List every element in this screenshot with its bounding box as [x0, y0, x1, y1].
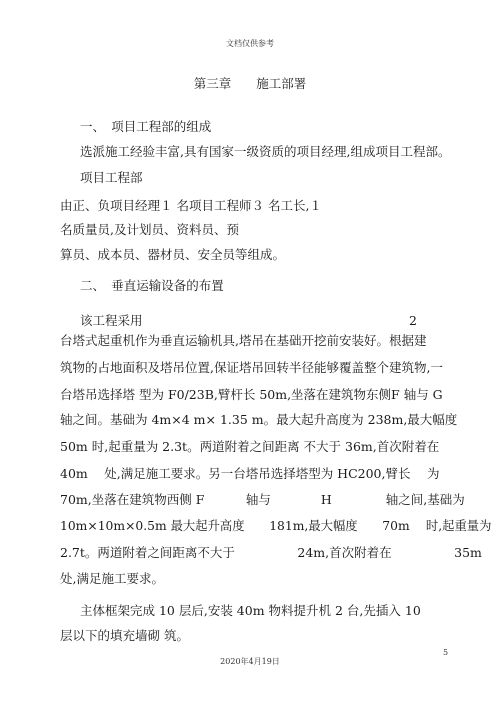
- paragraph-line: 50m 时,起重量为 2.3t。两道附着之间距离 不大于 36m,首次附着在: [60, 439, 440, 454]
- paragraph-line: 层以下的填充墙砌 筑。: [60, 628, 189, 643]
- paragraph-line: 项目工程部: [80, 170, 143, 185]
- paragraph-line: 由正、负项目经理１ 名项目工程师３ 名工长,１: [60, 198, 322, 213]
- page-header: 文档仅供参考: [226, 39, 274, 48]
- paragraph-line: 2.7t。两道附着之间距离不大于 24m,首次附着在 35m: [60, 545, 482, 560]
- paragraph-line: 台塔吊选择塔 型为 F0/23B,臂杆长 50m,坐落在建筑物东侧F 轴与 G: [60, 387, 443, 402]
- paragraph-line: 台塔式起重机作为垂直运输机具,塔吊在基础开挖前安装好。根据建: [60, 333, 427, 348]
- paragraph-line: 主体框架完成 10 层后,安装 40m 物料提升机 2 台,先插入 10: [80, 603, 421, 618]
- paragraph-line: 10m×10m×0.5m 最大起升高度 181m,最大幅度 70m 时,起重量为: [60, 518, 492, 533]
- page-footer-date: 2020年4月19日: [220, 657, 280, 666]
- paragraph-line: 筑物的占地面积及塔吊位置,保证塔吊回转半径能够覆盖整个建筑物,一: [60, 360, 443, 375]
- paragraph-line: 40m 处,满足施工要求。另一台塔吊选择塔型为 HC200,臂长 为: [60, 466, 440, 481]
- paragraph-line: 该工程采用 2: [80, 313, 417, 328]
- section-heading-1: 一、 项目工程部的组成: [80, 119, 212, 134]
- paragraph-line: 70m,坐落在建筑物西侧 F 轴与 H 轴之间,基础为: [60, 492, 465, 507]
- paragraph-line: 轴之间。基础为 4m×4 m× 1.35 m。最大起升高度为 238m,最大幅度: [60, 412, 458, 427]
- paragraph-line: 处,满足施工要求。: [60, 571, 164, 586]
- page-number: 5: [443, 648, 449, 657]
- paragraph-line: 选派施工经验丰富,具有国家一级资质的项目经理,组成项目工程部。: [80, 144, 451, 159]
- paragraph-line: 算员、成本员、器材员、安全员等组成。: [60, 247, 286, 262]
- paragraph-line: 名质量员,及计划员、资料员、预: [60, 222, 239, 237]
- section-heading-2: 二、 垂直运输设备的布置: [80, 278, 224, 293]
- chapter-title: 第三章 施工部署: [193, 76, 307, 91]
